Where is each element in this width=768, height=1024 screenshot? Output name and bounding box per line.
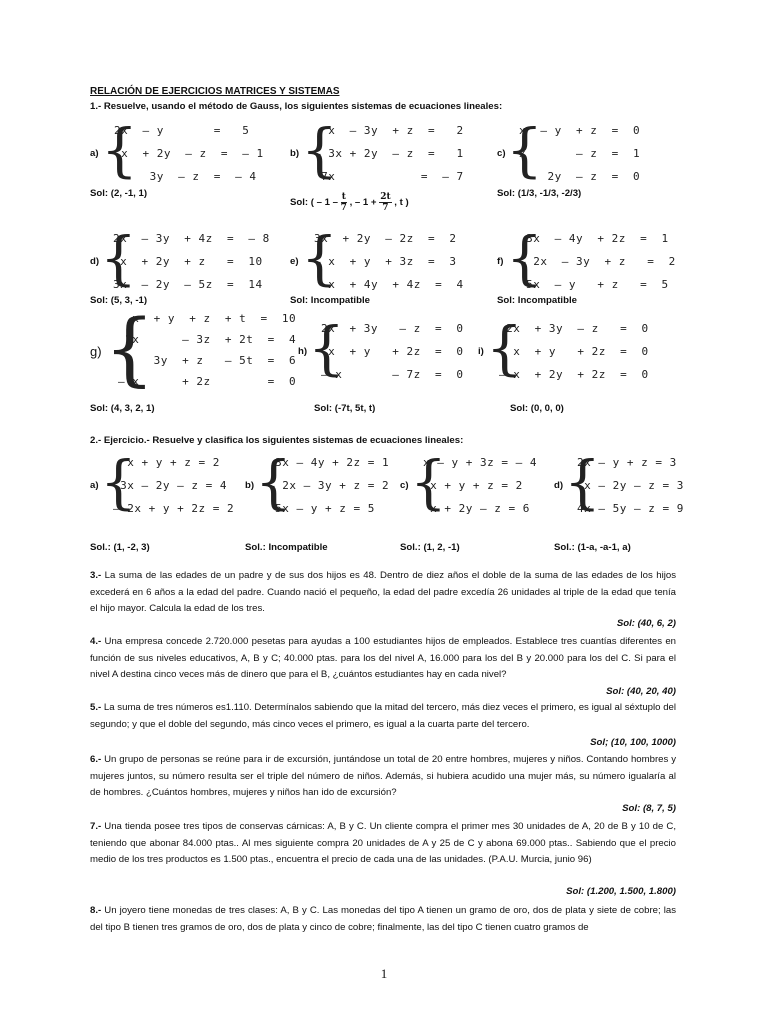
equation-row: 3x – 4y + 2z = 1 bbox=[268, 456, 390, 469]
problem-number: 8.- bbox=[90, 905, 102, 916]
document-title: RELACIÓN DE EJERCICIOS MATRICES Y SISTEMAS bbox=[90, 86, 340, 97]
equation-row: 2x – 3z + 2t = 4 bbox=[118, 333, 297, 346]
solution-2c: Sol.: (1, 2, -1) bbox=[400, 542, 460, 553]
brace-icon: { bbox=[410, 448, 447, 516]
equation-row: x + 2y – z = 6 bbox=[423, 502, 530, 515]
equation-row: – x + y + 3z = 3 bbox=[314, 255, 457, 268]
fraction: $\frac{2t}{7}$ bbox=[380, 192, 391, 213]
system-label: d) bbox=[90, 256, 100, 267]
problem-text: Un grupo de personas se reúne para ir de excursión, juntándose un total de 20 entre hombres, mujeres y niños. Contando hombres y mujeres juntos, su número resulta ser el triple del número de niños. Además, si hubiera acudido una mujer más, su número igualaría al de hombres. ¿Cuántos hombres, mujeres y niños han ido de excursión? bbox=[90, 754, 676, 799]
equation-row: 3x – 2y – z = 4 bbox=[113, 479, 227, 492]
solution-1d: Sol: (5, 3, -1) bbox=[90, 295, 148, 306]
problem-number: 7.- bbox=[90, 821, 102, 832]
exercise-2-heading: 2.- Ejercicio.- Resuelve y clasifica los siguientes sistemas de ecuaciones lineales: bbox=[90, 435, 464, 446]
solution-2d: Sol.: (1-a, -a-1, a) bbox=[554, 542, 631, 553]
equation-row: 7x = – 7 bbox=[314, 170, 464, 183]
system-label: a) bbox=[90, 148, 99, 159]
fraction: $\frac{t}{7}$ bbox=[340, 192, 347, 213]
equation-row: – 2x – 3y + z = 2 bbox=[519, 255, 676, 268]
brace-icon: { bbox=[308, 314, 345, 382]
equation-row: x + 2y – z = – 1 bbox=[114, 147, 264, 160]
problem-8 bbox=[90, 903, 676, 936]
problem-4 bbox=[90, 634, 676, 684]
problem-number: 6.- bbox=[90, 754, 102, 765]
equation-row: – x + 2y + 2z = 0 bbox=[499, 368, 649, 381]
problem-text: La suma de tres números es1.110. Determínalos sabiendo que la mitad del tercero, más diez veces el primero, es igual al séxtuplo del segundo; y que el doble del segundo, más cinco veces el primero, es igual a la cuarta parte del tercero. bbox=[90, 702, 676, 730]
system-label: g) bbox=[90, 344, 102, 359]
problem-text: La suma de las edades de un padre y de sus dos hijos es 48. Dentro de diez años el doble de la suma de las edades de los hijos excederá en 6 años a la edad del padre. Cuando nació el pequeño, la edad del padre excedía 26 unidades al triple de la edad que tenía el hijo mayor. Calcula la edad de los tres. bbox=[90, 570, 676, 615]
equation-row: x + 4y + 4z = 4 bbox=[314, 278, 464, 291]
equation-row: – 2x – 3y + z = 2 bbox=[268, 479, 390, 492]
brace-icon: { bbox=[104, 302, 155, 395]
equation-row: x + y + z + t = 10 bbox=[118, 312, 297, 325]
problem-5-solution: Sol; (10, 100, 1000) bbox=[590, 737, 676, 748]
solution-1b bbox=[290, 192, 409, 213]
problem-6-solution: Sol: (8, 7, 5) bbox=[622, 803, 676, 814]
equation-row: x + 2y + z = 10 bbox=[113, 255, 263, 268]
problem-3 bbox=[90, 568, 676, 618]
system-label: c) bbox=[400, 480, 409, 491]
brace-icon: { bbox=[506, 224, 543, 292]
system-label: e) bbox=[290, 256, 299, 267]
solution-text: , t ) bbox=[394, 197, 409, 209]
solution-1f: Sol: Incompatible bbox=[497, 295, 577, 306]
solution-1h: Sol: (-7t, 5t, t) bbox=[314, 403, 376, 414]
system-label: h) bbox=[298, 346, 308, 357]
brace-icon: { bbox=[564, 448, 601, 516]
problem-number: 4.- bbox=[90, 636, 102, 647]
equation-row: 2x – 3y + 4z = – 8 bbox=[113, 232, 270, 245]
system-label: f) bbox=[497, 256, 504, 267]
equation-row: 3y – z = – 4 bbox=[114, 170, 257, 183]
solution-1c: Sol: (1/3, -1/3, -2/3) bbox=[497, 188, 582, 199]
equation-row: x + y + z = 2 bbox=[113, 456, 220, 469]
equation-row: 3x – 4y + 2z = 1 bbox=[519, 232, 669, 245]
system-label: i) bbox=[478, 346, 484, 357]
solution-1g: Sol: (4, 3, 2, 1) bbox=[90, 403, 155, 414]
solution-2a: Sol.: (1, -2, 3) bbox=[90, 542, 150, 553]
exercise-1-heading: 1.- Resuelve, usando el método de Gauss, los siguientes sistemas de ecuaciones lineales: bbox=[90, 101, 503, 112]
equation-row: x – 2y – z = 3 bbox=[577, 479, 684, 492]
equation-row: 2y – z = 0 bbox=[519, 170, 641, 183]
page-number: 1 bbox=[380, 966, 388, 981]
equation-row: x + y + 2z = 0 bbox=[321, 345, 464, 358]
equation-row: 5x – y + z = 5 bbox=[268, 502, 375, 515]
brace-icon: { bbox=[506, 116, 543, 184]
problem-number: 3.- bbox=[90, 570, 102, 581]
system-label: d) bbox=[554, 480, 564, 491]
equation-row: x – z = 1 bbox=[519, 147, 641, 160]
brace-icon: { bbox=[301, 224, 338, 292]
brace-icon: { bbox=[255, 448, 292, 516]
equation-row: – 3x + 2y – z = 1 bbox=[314, 147, 464, 160]
equation-row: x + y + 2z = 0 bbox=[499, 345, 649, 358]
equation-row: x + y + z = 2 bbox=[423, 479, 523, 492]
system-label: b) bbox=[290, 148, 300, 159]
equation-row: – x + 2z = 0 bbox=[118, 375, 297, 388]
problem-text: Un joyero tiene monedas de tres clases: A, B y C. Las monedas del tipo A tienen un gramo de oro, dos de plata y siete de cobre; las del tipo B tienen tres gramos de oro, dos de plata y cinco de cobre; finalmente, las del tipo C tienen cuatro gramos de bbox=[90, 905, 677, 933]
problem-text: Una empresa concede 2.720.000 pesetas para ayudas a 100 estudiantes hijos de empleados. Establece tres cuantías diferentes en función de sus niveles educativos, A, B y C; 40.000 ptas. para los del nivel A, 16.000 para los del B y 20.000 para los del C. Si para el nivel A destina cinco veces más de dinero que para el B, ¿cuántos estudiantes hay en cada nivel? bbox=[90, 636, 676, 681]
brace-icon: { bbox=[301, 116, 338, 184]
system-label: c) bbox=[497, 148, 506, 159]
problem-4-solution: Sol: (40, 20, 40) bbox=[606, 686, 676, 697]
equation-row: x – y + 3z = – 4 bbox=[423, 456, 537, 469]
system-label: b) bbox=[245, 480, 255, 491]
brace-icon: { bbox=[100, 448, 137, 516]
equation-row: – 2x + y + 2z = 2 bbox=[113, 502, 235, 515]
problem-5 bbox=[90, 700, 676, 733]
equation-row: x – y + z = 0 bbox=[519, 124, 641, 137]
system-label: a) bbox=[90, 480, 99, 491]
equation-row: – x – 7z = 0 bbox=[321, 368, 464, 381]
problem-text: Una tienda posee tres tipos de conservas cárnicas: A, B y C. Un cliente compra el primer mes 30 unidades de A, 20 de B y 10 de C, teniendo que abonar 84.000 ptas.. Al mes siguiente compra 20 unidades de A y 25 de C y abona 69.000 ptas.. Sabiendo que el precio medio de los tres productos es 1.500 ptas., encuentra el precio de cada una de las unidades. (P.A.U. Murcia, junio 96) bbox=[90, 821, 676, 866]
solution-text: , – 1 + bbox=[349, 197, 377, 209]
solution-1i: Sol: (0, 0, 0) bbox=[510, 403, 564, 414]
problem-6 bbox=[90, 752, 676, 802]
equation-row: 3x – 2y – 5z = 14 bbox=[113, 278, 263, 291]
equation-row: 2x – y = 5 bbox=[114, 124, 250, 137]
equation-row: 5x – y + z = 5 bbox=[519, 278, 669, 291]
problem-number: 5.- bbox=[90, 702, 102, 713]
solution-2b: Sol.: Incompatible bbox=[245, 542, 328, 553]
problem-7-solution: Sol: (1.200, 1.500, 1.800) bbox=[566, 886, 676, 897]
solution-text: Sol: ( – 1 – bbox=[290, 197, 338, 209]
equation-row: 2x – y + z = 3 bbox=[577, 456, 677, 469]
equation-row: 2x + 3y – z = 0 bbox=[321, 322, 464, 335]
solution-1e: Sol: Incompatible bbox=[290, 295, 370, 306]
brace-icon: { bbox=[486, 314, 523, 382]
solution-1a: Sol: (2, -1, 1) bbox=[90, 188, 148, 199]
equation-row: 2x + 3y – z = 0 bbox=[499, 322, 649, 335]
brace-icon: { bbox=[101, 116, 138, 184]
problem-3-solution: Sol: (40, 6, 2) bbox=[616, 618, 676, 629]
equation-row: 3y + z – 5t = 6 bbox=[118, 354, 297, 367]
equation-row: 4x – 5y – z = 9 bbox=[577, 502, 684, 515]
equation-row: 3x + 2y – 2z = 2 bbox=[314, 232, 457, 245]
problem-7 bbox=[90, 819, 676, 869]
brace-icon: { bbox=[100, 224, 137, 292]
equation-row: x – 3y + z = 2 bbox=[314, 124, 464, 137]
